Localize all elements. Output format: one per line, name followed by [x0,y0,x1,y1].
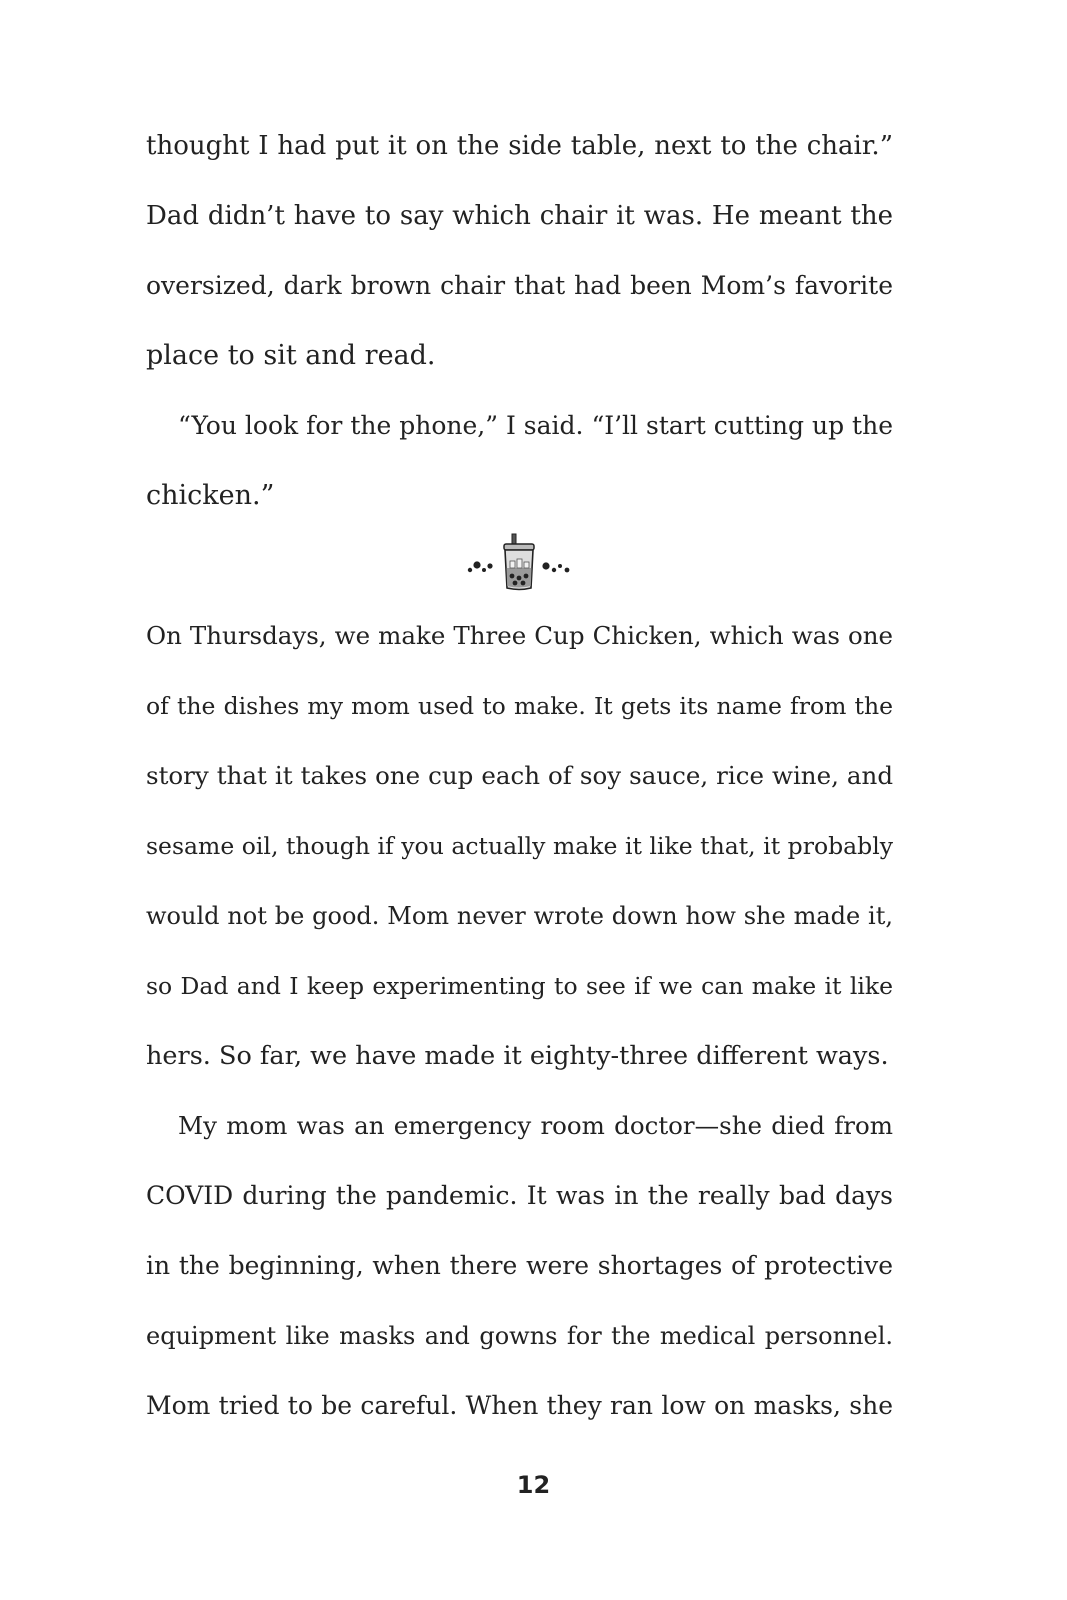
text-line: “You look for the phone,” I said. “I’ll start cutting up the [178,411,893,440]
text-line: equipment like masks and gowns for the medical personnel. [146,1322,893,1350]
text-line: COVID during the pandemic. It was in the really bad days [146,1181,893,1210]
text-line: of the dishes my mom used to make. It gets its name from the [146,692,893,720]
text-line: thought I had put it on the side table, next to the chair.” [146,131,893,161]
text-line: oversized, dark brown chair that had been Mom’s favorite [146,271,893,300]
text-line: so Dad and I keep experimenting to see if we can make it like [146,972,893,1000]
text-line: would not be good. Mom never wrote down how she made it, [146,902,893,930]
text-line: On Thursdays, we make Three Cup Chicken, which was one [146,621,893,650]
text-line: place to sit and read. [146,340,436,371]
text-line: hers. So far, we have made it eighty-three different ways. [146,1041,889,1071]
boba-tea-cup-icon [466,532,572,592]
text-line: chicken.” [146,480,275,511]
page-number: 12 [516,1471,551,1499]
text-line: story that it takes one cup each of soy sauce, rice wine, and [146,761,893,790]
text-line: sesame oil, though if you actually make it like that, it probably [146,832,893,860]
text-line: Mom tried to be careful. When they ran low on masks, she [146,1391,893,1420]
text-line: Dad didn’t have to say which chair it was. He meant the [146,201,893,231]
text-line: My mom was an emergency room doctor—she died from [178,1111,893,1140]
text-line: in the beginning, when there were shortages of protective [146,1251,893,1280]
